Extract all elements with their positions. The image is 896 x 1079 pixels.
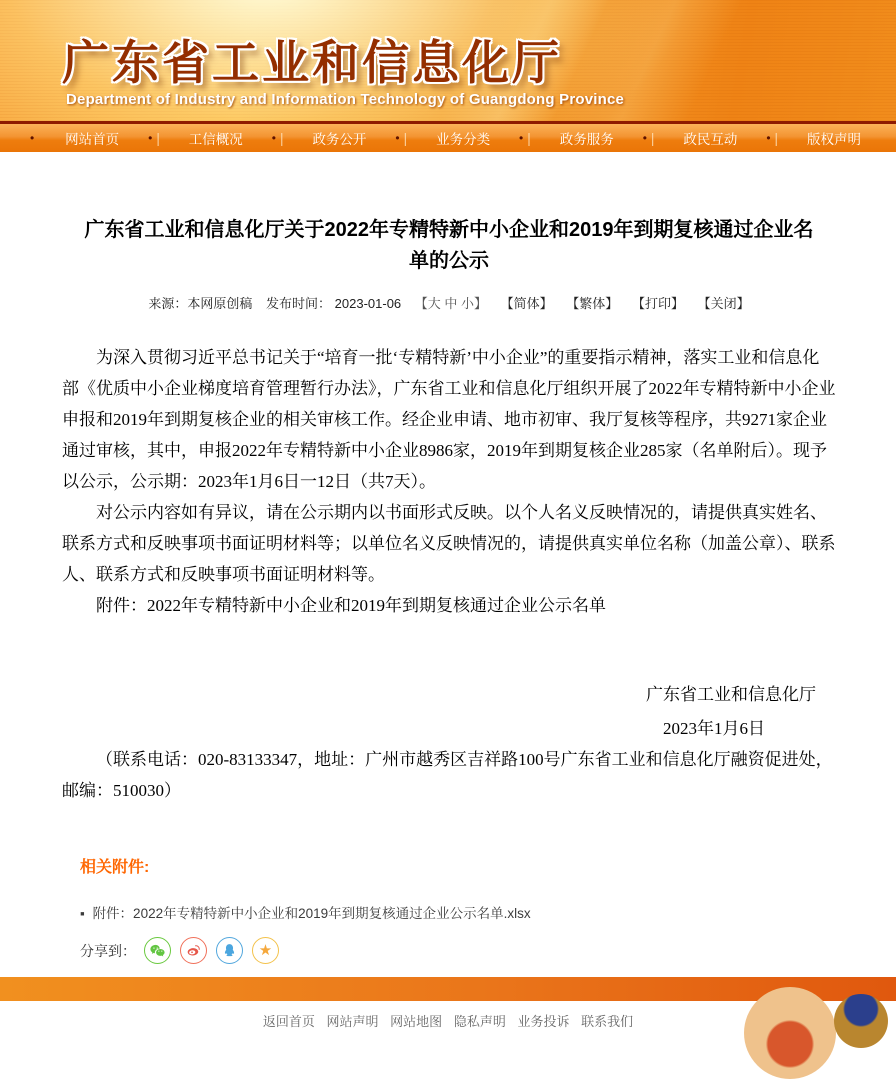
share-weibo-button[interactable] <box>180 937 207 964</box>
gov-emblem-badge[interactable] <box>744 987 836 1079</box>
nav-bullet: • <box>148 131 153 145</box>
wechat-icon <box>149 942 166 959</box>
simplified-button[interactable]: 【简体】 <box>500 296 553 311</box>
nav-divider: | <box>156 130 160 146</box>
article <box>0 152 896 806</box>
meta-source: 来源：本网原创稿 <box>148 296 253 311</box>
attachment-line: 附件：2022年专精特新中小企业和2019年到期复核通过企业公示名单 <box>96 596 606 615</box>
gov-verification-badge[interactable] <box>834 994 888 1048</box>
qq-icon <box>221 942 238 959</box>
font-size-control[interactable]: 【大 中 小】 <box>414 296 488 311</box>
weibo-icon <box>185 942 202 959</box>
paragraph: 对公示内容如有异议，请在公示期内以书面形式反映。以个人名义反映情况的，请提供真实姓名、联系方式和反映事项书面证明材料等；以单位名义反映情况的，请提供真实单位名称（加盖公章）、联系人、联系方式和反映事项书面证明材料等。 <box>62 503 836 584</box>
nav-bullet: • <box>395 131 400 145</box>
qzone-star-icon: ★ <box>258 942 273 959</box>
attachment-download-link[interactable]: 附件：2022年专精特新中小企业和2019年到期复核通过企业公示名单.xlsx <box>92 906 531 921</box>
article-meta <box>62 293 836 312</box>
footer-link-contact[interactable]: 联系我们 <box>581 1014 634 1029</box>
nav-bullet: • <box>30 131 35 145</box>
share-label: 分享到： <box>80 942 136 959</box>
nav-divider: | <box>403 130 408 146</box>
nav-bullet: • <box>642 131 647 145</box>
nav-divider: | <box>650 130 655 146</box>
nav-item-business[interactable]: 业务分类 <box>436 132 491 147</box>
site-subtitle-en: Department of Industry and Information Technology of Guangdong Province <box>66 91 625 108</box>
nav-item-home[interactable]: 网站首页 <box>65 132 120 147</box>
traditional-button[interactable]: 【繁体】 <box>566 296 619 311</box>
footer-link-sitemap[interactable]: 网站地图 <box>390 1014 443 1029</box>
meta-pubtime: 发布时间： 2023-01-06 <box>266 296 402 311</box>
extras-section <box>0 854 896 964</box>
paragraph: 为深入贯彻习近平总书记关于“培育一批‘专精特新’中小企业”的重要指示精神，落实工业和信息化部《优质中小企业梯度培育管理暂行办法》，广东省工业和信息化厅组织开展了2022年专精特新中小企业申报和2019年到期复核企业的相关审核工作。经企业申请、地市初审、我厅复核等程序，共9271家企业通过审核，其中，申报2022年专精特新中小企业8986家，2019年到期复核企业285家（名单附后）。现予以公示，公示期：2023年1月6日一12日（共7天）。 <box>62 348 836 491</box>
nav-divider: | <box>527 130 531 146</box>
article-title: 广东省工业和信息化厅关于2022年专精特新中小企业和2019年到期复核通过企业名单的公示 <box>84 219 814 272</box>
footer-link-statement[interactable]: 网站声明 <box>326 1014 379 1029</box>
nav-bullet: • <box>271 131 276 145</box>
nav-item-services[interactable]: 政务服务 <box>559 132 614 147</box>
footer-link-home[interactable]: 返回首页 <box>262 1014 315 1029</box>
signature-date: 2023年1月6日 <box>663 719 765 738</box>
signature-org: 广东省工业和信息化厅 <box>646 685 816 704</box>
nav-item-gov-open[interactable]: 政务公开 <box>312 132 367 147</box>
nav-bullet: • <box>519 131 524 145</box>
share-qq-button[interactable] <box>216 937 243 964</box>
nav-divider: | <box>279 130 284 146</box>
related-attachments-heading: 相关附件: <box>80 859 150 876</box>
contact-info: （联系电话：020-83133347，地址：广州市越秀区吉祥路100号广东省工业和信息化厅融资促进处，邮编：510030） <box>62 750 833 800</box>
print-button[interactable]: 【打印】 <box>631 296 684 311</box>
close-button[interactable]: 【关闭】 <box>697 296 750 311</box>
share-qzone-button[interactable] <box>252 937 279 964</box>
attachment-list-item <box>80 902 836 922</box>
site-banner <box>0 0 896 121</box>
share-row <box>80 937 836 964</box>
site-title: 广东省工业和信息化厅 <box>62 36 562 89</box>
footer-link-privacy[interactable]: 隐私声明 <box>453 1014 506 1029</box>
share-wechat-button[interactable] <box>144 937 171 964</box>
nav-item-overview[interactable]: 工信概况 <box>188 132 243 147</box>
nav-item-copyright[interactable]: 版权声明 <box>807 132 861 147</box>
nav-divider: | <box>774 130 779 146</box>
main-nav <box>0 121 896 152</box>
list-bullet: ▪ <box>80 906 85 921</box>
article-body <box>62 342 836 806</box>
nav-bullet: • <box>766 131 771 145</box>
nav-item-interaction[interactable]: 政民互动 <box>683 132 738 147</box>
footer-link-complaint[interactable]: 业务投诉 <box>517 1014 570 1029</box>
